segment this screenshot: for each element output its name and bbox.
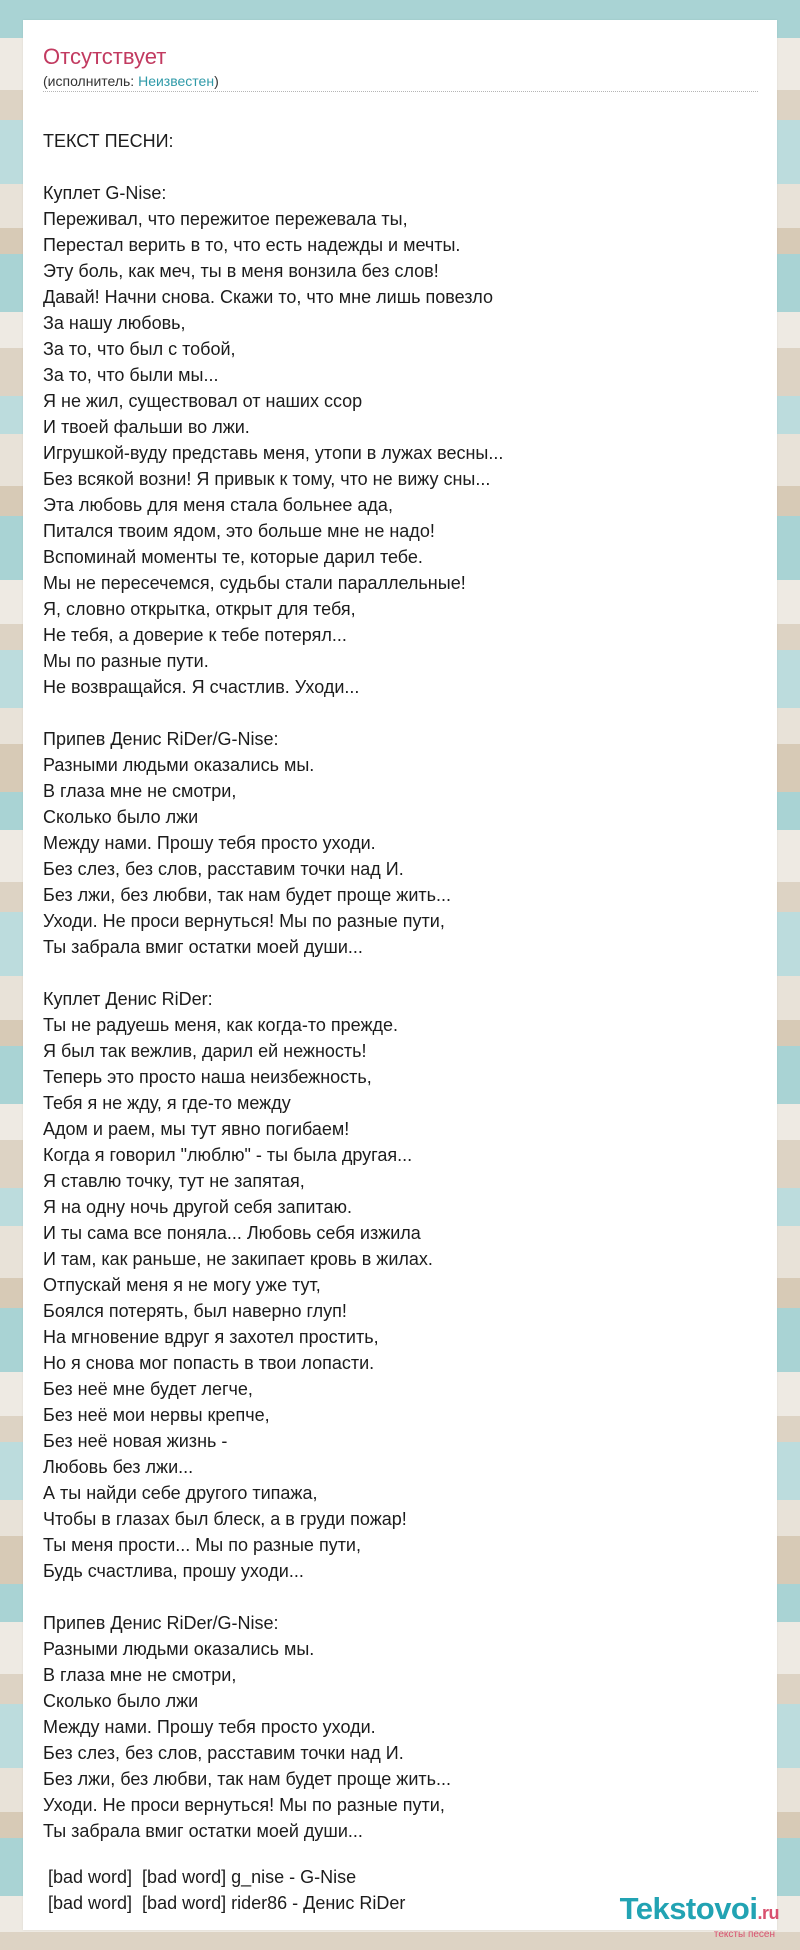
contributor-line: [bad word] [bad word] g_nise - G-Nise xyxy=(48,1867,357,1887)
artist-suffix: ) xyxy=(214,73,219,89)
song-title: Отсутствует xyxy=(43,44,167,69)
lyric-line: Эту боль, как меч, ты в меня вонзила без слов! xyxy=(43,261,439,281)
logo-tld: .ru xyxy=(757,1903,779,1923)
artist-line xyxy=(43,73,219,89)
site-logo[interactable] xyxy=(569,1891,779,1940)
lyric-line: Без слез, без слов, расставим точки над И. xyxy=(43,859,404,879)
lyric-line: Я на одну ночь другой себя запитаю. xyxy=(43,1197,352,1217)
lyric-line: Разными людьми оказались мы. xyxy=(43,755,315,775)
lyric-line: Мы по разные пути. xyxy=(43,651,209,671)
lyric-line: Отпускай меня я не могу уже тут, xyxy=(43,1275,321,1295)
lyric-line: Без всякой возни! Я привык к тому, что не вижу сны... xyxy=(43,469,491,489)
lyric-line: Вспоминай моменты те, которые дарил тебе. xyxy=(43,547,423,567)
contributors xyxy=(48,1864,405,1916)
lyric-line: Мы не пересечемся, судьбы стали параллельные! xyxy=(43,573,466,593)
lyric-line: Я был так вежлив, дарил ей нежность! xyxy=(43,1041,367,1061)
title-divider xyxy=(43,91,758,92)
logo-wordmark xyxy=(620,1891,779,1927)
lyric-line xyxy=(43,960,753,986)
lyric-line: Сколько было лжи xyxy=(43,807,199,827)
artist-link[interactable]: Неизвестен xyxy=(138,73,215,89)
lyric-line: Чтобы в глазах был блеск, а в груди пожар! xyxy=(43,1509,407,1529)
lyric-line: Не возвращайся. Я счастлив. Уходи... xyxy=(43,677,360,697)
lyric-line: Ты забрала вмиг остатки моей души... xyxy=(43,1821,363,1841)
logo-tagline: тексты песен xyxy=(713,1929,775,1940)
lyrics-card xyxy=(23,20,779,1940)
lyric-line: Любовь без лжи... xyxy=(43,1457,194,1477)
lyric-line: ТЕКСТ ПЕСНИ: xyxy=(43,131,174,151)
lyric-line: Припев Денис RiDer/G-Nise: xyxy=(43,729,279,749)
lyric-line: В глаза мне не смотри, xyxy=(43,781,237,801)
lyric-line: Теперь это просто наша неизбежность, xyxy=(43,1067,372,1087)
lyric-line xyxy=(43,1584,753,1610)
lyric-line: Перестал верить в то, что есть надежды и мечты. xyxy=(43,235,461,255)
lyric-line: Без лжи, без любви, так нам будет проще жить... xyxy=(43,885,452,905)
lyric-line: Куплет Денис RiDer: xyxy=(43,989,213,1009)
lyric-line: Без неё мне будет легче, xyxy=(43,1379,253,1399)
lyric-line: Между нами. Прошу тебя просто уходи. xyxy=(43,833,376,853)
lyric-line: Ты забрала вмиг остатки моей души... xyxy=(43,937,363,957)
lyric-line: И ты сама все поняла... Любовь себя изжила xyxy=(43,1223,421,1243)
lyric-line: И там, как раньше, не закипает кровь в жилах. xyxy=(43,1249,433,1269)
background-stripe xyxy=(0,1932,800,1950)
lyric-line: Тебя я не жду, я где-то между xyxy=(43,1093,291,1113)
lyric-line: Без неё мои нервы крепче, xyxy=(43,1405,270,1425)
lyric-line: Адом и раем, мы тут явно погибаем! xyxy=(43,1119,350,1139)
lyric-line: Эта любовь для меня стала больнее ада, xyxy=(43,495,393,515)
lyric-line: Между нами. Прошу тебя просто уходи. xyxy=(43,1717,376,1737)
lyric-line: Без неё новая жизнь - xyxy=(43,1431,228,1451)
lyric-line: Когда я говорил "люблю" - ты была другая... xyxy=(43,1145,413,1165)
lyric-line: Уходи. Не проси вернуться! Мы по разные пути, xyxy=(43,911,445,931)
lyric-line: Куплет G-Nise: xyxy=(43,183,167,203)
lyric-line: Разными людьми оказались мы. xyxy=(43,1639,315,1659)
lyric-line: А ты найди себе другого типажа, xyxy=(43,1483,318,1503)
lyric-line: Переживал, что пережитое пережевала ты, xyxy=(43,209,408,229)
lyric-line: Я не жил, существовал от наших ссор xyxy=(43,391,363,411)
contributor-line: [bad word] [bad word] rider86 - Денис RiDer xyxy=(48,1893,406,1913)
lyric-line: И твоей фальши во лжи. xyxy=(43,417,250,437)
lyric-line: Давай! Начни снова. Скажи то, что мне лишь повезло xyxy=(43,287,494,307)
lyric-line xyxy=(43,154,753,180)
lyric-line: Но я снова мог попасть в твои лопасти. xyxy=(43,1353,375,1373)
lyric-line: Игрушкой-вуду представь меня, утопи в лужах весны... xyxy=(43,443,504,463)
lyric-line: За то, что были мы... xyxy=(43,365,219,385)
lyric-line xyxy=(43,700,753,726)
artist-prefix: (исполнитель: xyxy=(43,73,139,89)
lyric-line: Не тебя, а доверие к тебе потерял... xyxy=(43,625,347,645)
lyric-line: Ты не радуешь меня, как когда-то прежде. xyxy=(43,1015,399,1035)
lyric-line: Сколько было лжи xyxy=(43,1691,199,1711)
lyric-line: В глаза мне не смотри, xyxy=(43,1665,237,1685)
lyric-line: Без слез, без слов, расставим точки над И. xyxy=(43,1743,404,1763)
lyric-line: Уходи. Не проси вернуться! Мы по разные пути, xyxy=(43,1795,445,1815)
lyric-line: На мгновение вдруг я захотел простить, xyxy=(43,1327,379,1347)
lyric-line: Питался твоим ядом, это больше мне не надо! xyxy=(43,521,435,541)
lyric-line: Я ставлю точку, тут не запятая, xyxy=(43,1171,305,1191)
lyric-line: Будь счастлива, прошу уходи... xyxy=(43,1561,304,1581)
lyrics-text xyxy=(43,128,753,1844)
lyric-line: Ты меня прости... Мы по разные пути, xyxy=(43,1535,361,1555)
lyric-line: Без лжи, без любви, так нам будет проще жить... xyxy=(43,1769,452,1789)
lyric-line: Боялся потерять, был наверно глуп! xyxy=(43,1301,347,1321)
lyric-line: За то, что был с тобой, xyxy=(43,339,236,359)
lyric-line: Припев Денис RiDer/G-Nise: xyxy=(43,1613,279,1633)
logo-name: Tekstovoi xyxy=(619,1891,758,1926)
lyric-line: За нашу любовь, xyxy=(43,313,186,333)
lyric-line: Я, словно открытка, открыт для тебя, xyxy=(43,599,356,619)
